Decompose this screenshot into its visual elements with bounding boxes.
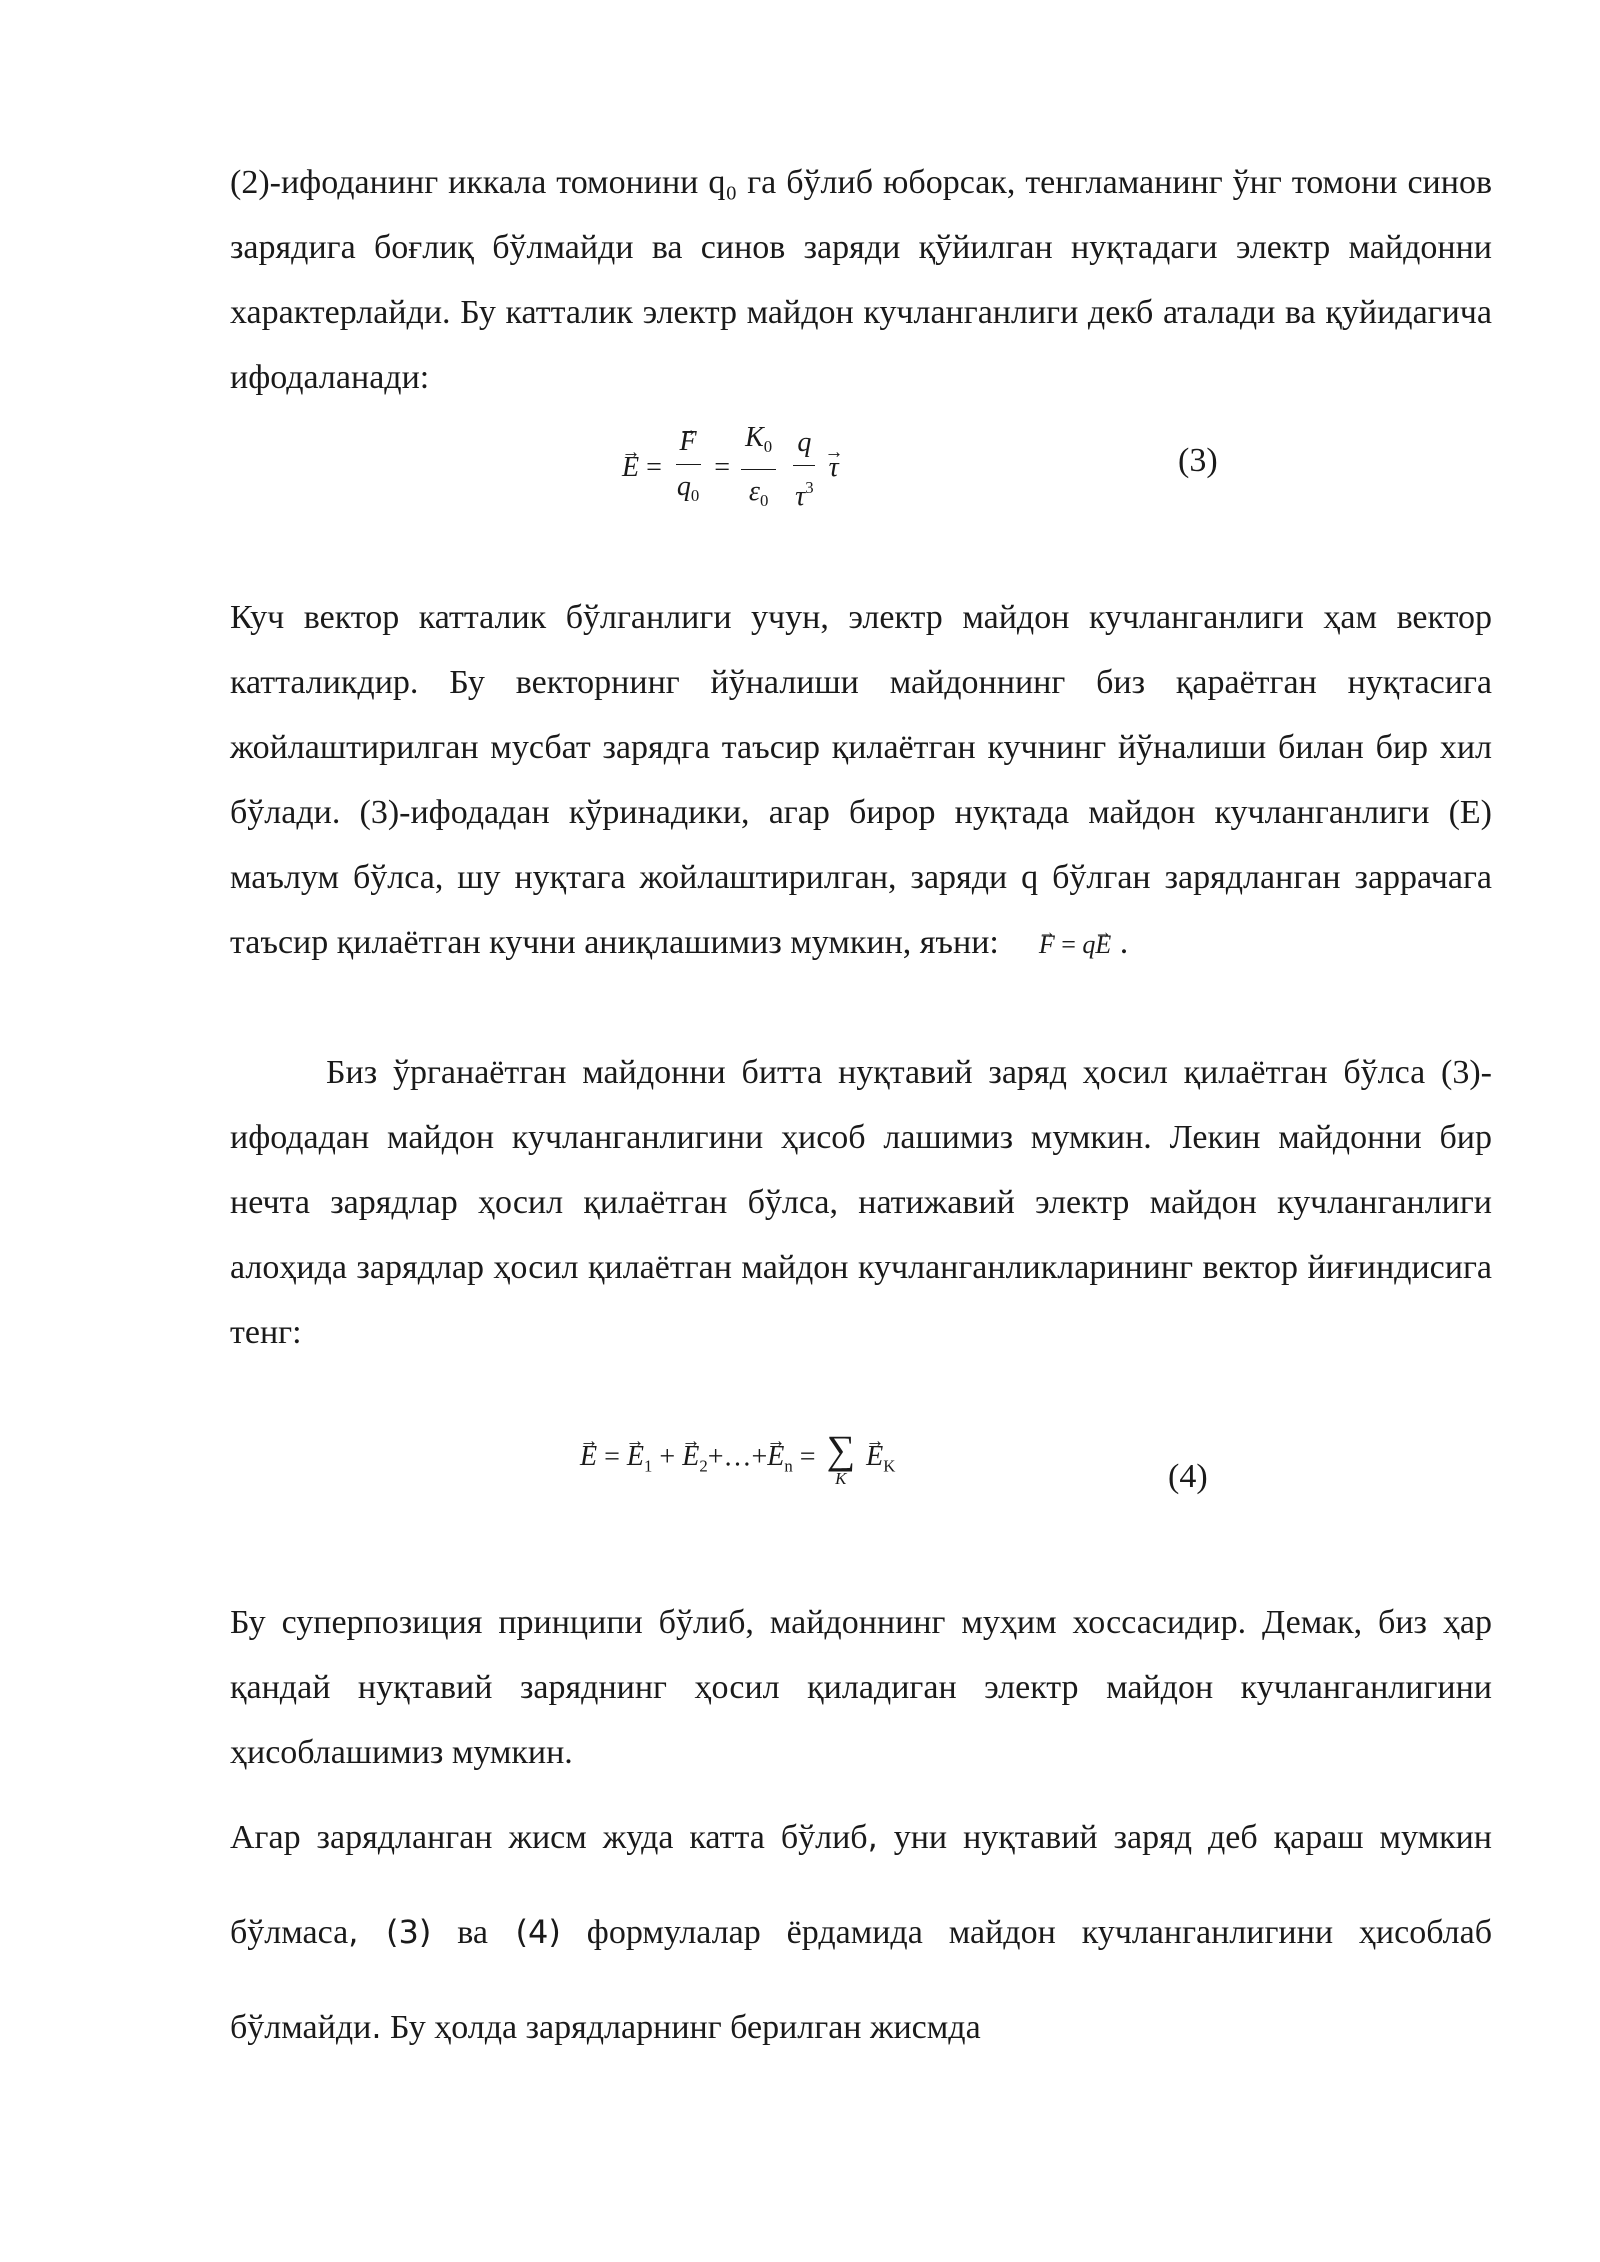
equation-3: → E = → $\frac{F}{q_0}$ = $\frac{K_0}{\varepsilon_0}$ $\frac{q}{\tau^3}$ → τ bbox=[622, 418, 839, 521]
summation: ∑ K bbox=[826, 1427, 856, 1488]
equation-4-number: (4) bbox=[1168, 1458, 1208, 1495]
equation-3-number: (3) bbox=[1178, 442, 1218, 479]
paragraph-3: Биз ўрганаётган майдонни битта нуқтавий заряд ҳосил қилаётган бўлса (3)-ифодадан майдон кучланганлигини ҳисоб лашимиз мумкин. Лекин майдонни бир нечта зарядлар ҳосил қилаётган бўлса, натижавий электр майдон кучланганлиги алоҳида зарядлар ҳосил қилаётган майдон кучланганликларининг вектор йиғиндисига тенг: bbox=[230, 1054, 1492, 1351]
paragraph-5: Агар зарядланган жисм жуда катта бўлиб, уни нуқтавий заряд деб қараш мумкин бўлмаса, (3) ва (4) формулалар ёрдамида майдон кучланганлигини ҳисоблаб бўлмайди. Бу ҳолда зарядларнинг берилган жисмда bbox=[230, 1818, 1493, 2046]
paragraph-1: (2)-ифоданинг иккала томонини q₀ га бўлиб юборсак, тенгламанинг ўнг томони синов зарядига боғлиқ бўлмайди ва синов заряди қўйилган нуқтадаги электр майдонни характерлайди. Бу катталик электр майдон кучланганлиги декб аталади ва қуйидагича ифодаланади: bbox=[230, 164, 1492, 396]
paragraph-2: Куч вектор катталик бўлганлиги учун, электр майдон кучланганлиги ҳам вектор катталикдир. Бу векторнинг йўналиши майдоннинг биз қараётган нуқтасига жойлаштирилган мусбат зарядга таъсир қилаётган кучнинг йўналиши билан бир хил бўлади. (3)-ифодадан кўринадики, агар бирор нуқтада майдон кучланганлиги (Е) маълум бўлса, шу нуқтага жойлаштирилган, заряди q бўлган зарядланган заррачага таъсир қилаётган кучни аниқлашимиз мумкин, яъни:→ F = q→ E . bbox=[230, 585, 1492, 977]
equation-4: → E = → $E_1$ + → $E_2+\dots+\to E_n$ = ∑ K → $E_K$ bbox=[580, 1430, 895, 1488]
inline-formula: → F = q→ E bbox=[1039, 912, 1111, 977]
paragraph-4: Бу суперпозиция принципи бўлиб, майдоннинг муҳим хоссасидир. Демак, биз ҳар қандай нуқтавий заряднинг ҳосил қиладиган электр майдон кучланганлигини ҳисоблашимиз мумкин. bbox=[230, 1604, 1492, 1771]
